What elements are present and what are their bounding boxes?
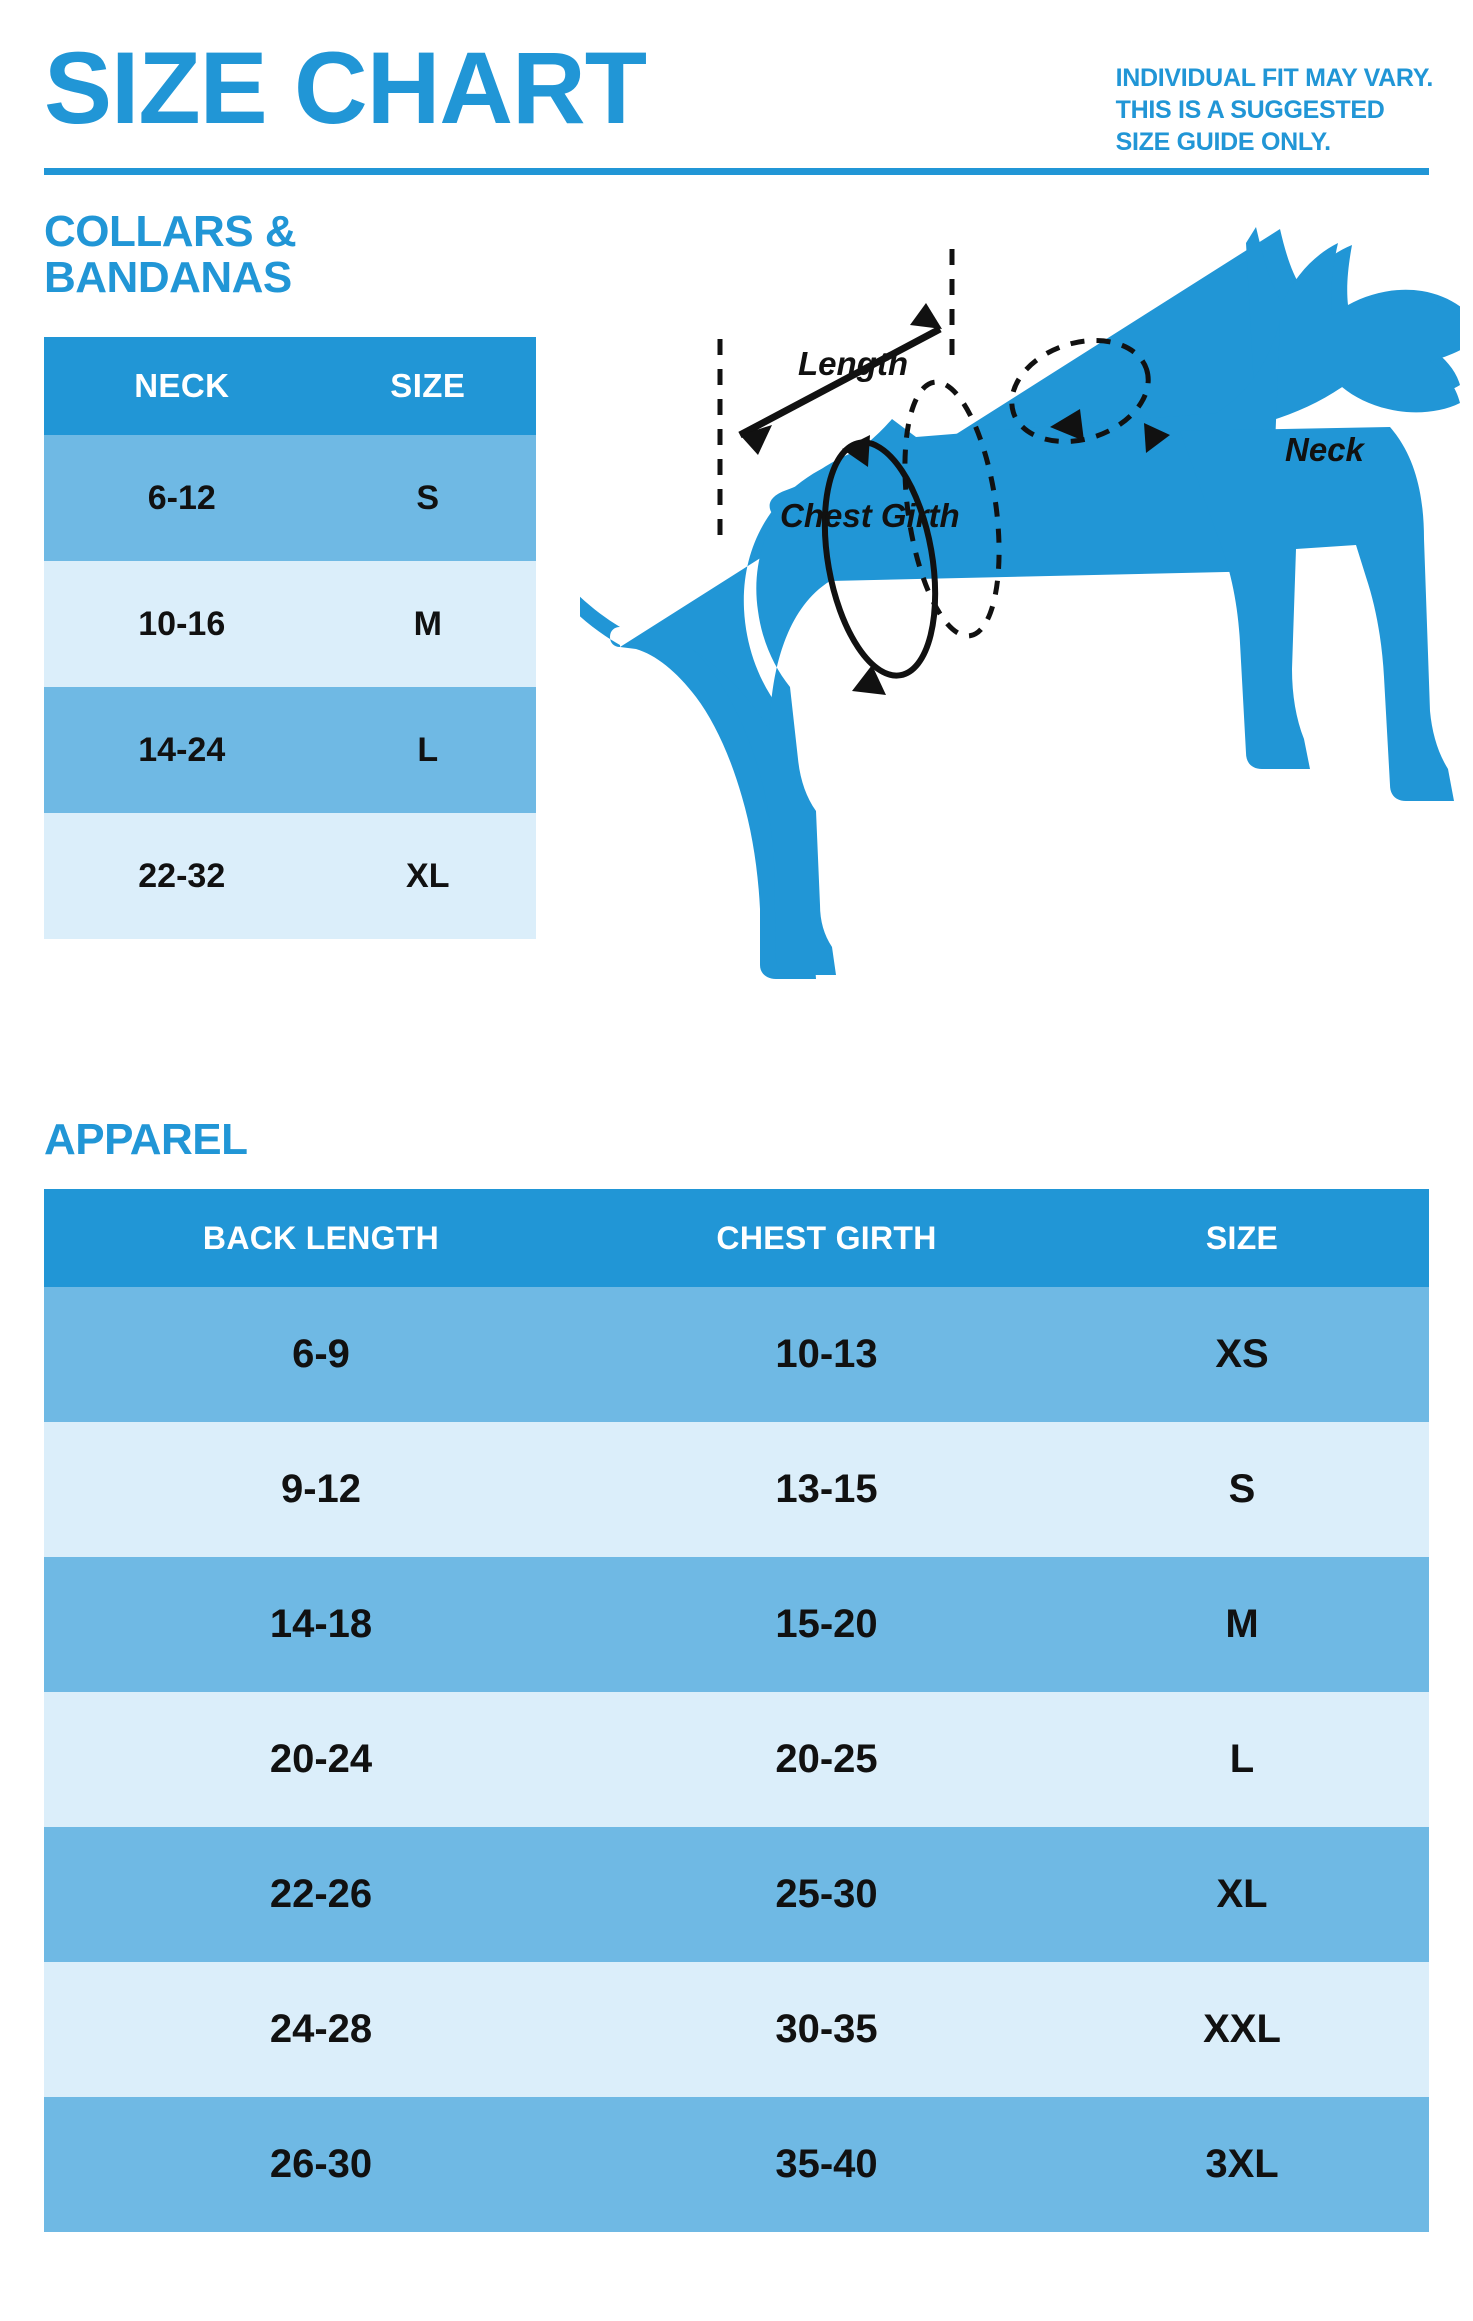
apparel-size-value: M bbox=[1055, 1557, 1429, 1692]
table-row bbox=[44, 435, 536, 561]
apparel-chest-girth-value: 20-25 bbox=[598, 1692, 1055, 1827]
collars-column-neck: NECK bbox=[44, 337, 320, 435]
apparel-column-chest-girth: CHEST GIRTH bbox=[598, 1189, 1055, 1287]
collars-neck-value: 10-16 bbox=[44, 561, 320, 687]
table-row bbox=[44, 1557, 1429, 1692]
table-row bbox=[44, 1827, 1429, 1962]
apparel-chest-girth-value: 35-40 bbox=[598, 2097, 1055, 2232]
label-chest-girth: Chest Girth bbox=[780, 497, 960, 534]
apparel-chest-girth-value: 15-20 bbox=[598, 1557, 1055, 1692]
apparel-size-value: L bbox=[1055, 1692, 1429, 1827]
table-row bbox=[44, 1962, 1429, 2097]
apparel-size-table bbox=[44, 1189, 1429, 2232]
collars-neck-value: 14-24 bbox=[44, 687, 320, 813]
apparel-chest-girth-value: 10-13 bbox=[598, 1287, 1055, 1422]
disclaimer-line-2: THIS IS A SUGGESTED bbox=[1115, 96, 1385, 124]
disclaimer-line-3: SIZE GUIDE ONLY. bbox=[1115, 128, 1331, 156]
label-length: Length bbox=[798, 345, 908, 382]
table-row bbox=[44, 561, 536, 687]
dog-measurement-diagram bbox=[580, 209, 1460, 1109]
collars-section-title bbox=[40, 209, 560, 301]
table-row bbox=[44, 1287, 1429, 1422]
collars-size-value: L bbox=[320, 687, 536, 813]
apparel-back-length-value: 6-9 bbox=[44, 1287, 598, 1422]
header bbox=[40, 0, 1433, 158]
table-row bbox=[44, 1692, 1429, 1827]
apparel-chest-girth-value: 30-35 bbox=[598, 1962, 1055, 2097]
apparel-back-length-value: 14-18 bbox=[44, 1557, 598, 1692]
page-title: SIZE CHART bbox=[44, 31, 646, 145]
disclaimer-line-1: INDIVIDUAL FIT MAY VARY. bbox=[1115, 64, 1433, 92]
collars-size-value: S bbox=[320, 435, 536, 561]
collars-and-diagram-block bbox=[40, 209, 1433, 1109]
apparel-column-back-length: BACK LENGTH bbox=[44, 1189, 598, 1287]
apparel-size-value: XS bbox=[1055, 1287, 1429, 1422]
label-neck: Neck bbox=[1285, 431, 1364, 468]
dog-silhouette-icon bbox=[580, 209, 1460, 1109]
apparel-back-length-value: 24-28 bbox=[44, 1962, 598, 2097]
apparel-column-size: SIZE bbox=[1055, 1189, 1429, 1287]
apparel-back-length-value: 26-30 bbox=[44, 2097, 598, 2232]
collars-neck-value: 22-32 bbox=[44, 813, 320, 939]
apparel-chest-girth-value: 25-30 bbox=[598, 1827, 1055, 1962]
apparel-back-length-value: 22-26 bbox=[44, 1827, 598, 1962]
apparel-size-value: S bbox=[1055, 1422, 1429, 1557]
collars-column-size: SIZE bbox=[320, 337, 536, 435]
collars-title-line-1: COLLARS & bbox=[44, 207, 297, 256]
apparel-size-value: XL bbox=[1055, 1827, 1429, 1962]
apparel-size-value: XXL bbox=[1055, 1962, 1429, 2097]
apparel-size-value: 3XL bbox=[1055, 2097, 1429, 2232]
apparel-back-length-value: 9-12 bbox=[44, 1422, 598, 1557]
collars-size-table bbox=[44, 337, 536, 939]
table-row bbox=[44, 1422, 1429, 1557]
apparel-chest-girth-value: 13-15 bbox=[598, 1422, 1055, 1557]
table-row bbox=[44, 687, 536, 813]
table-row bbox=[44, 2097, 1429, 2232]
collars-neck-value: 6-12 bbox=[44, 435, 320, 561]
apparel-back-length-value: 20-24 bbox=[44, 1692, 598, 1827]
collars-table-header-row bbox=[44, 337, 536, 435]
collars-title-line-2: BANDANAS bbox=[44, 253, 292, 303]
table-row bbox=[44, 813, 536, 939]
apparel-section-title: APPAREL bbox=[44, 1115, 248, 1164]
collars-size-value: M bbox=[320, 561, 536, 687]
collars-size-value: XL bbox=[320, 813, 536, 939]
disclaimer bbox=[1116, 40, 1433, 158]
apparel-table-header-row bbox=[44, 1189, 1429, 1287]
header-divider bbox=[44, 168, 1429, 175]
